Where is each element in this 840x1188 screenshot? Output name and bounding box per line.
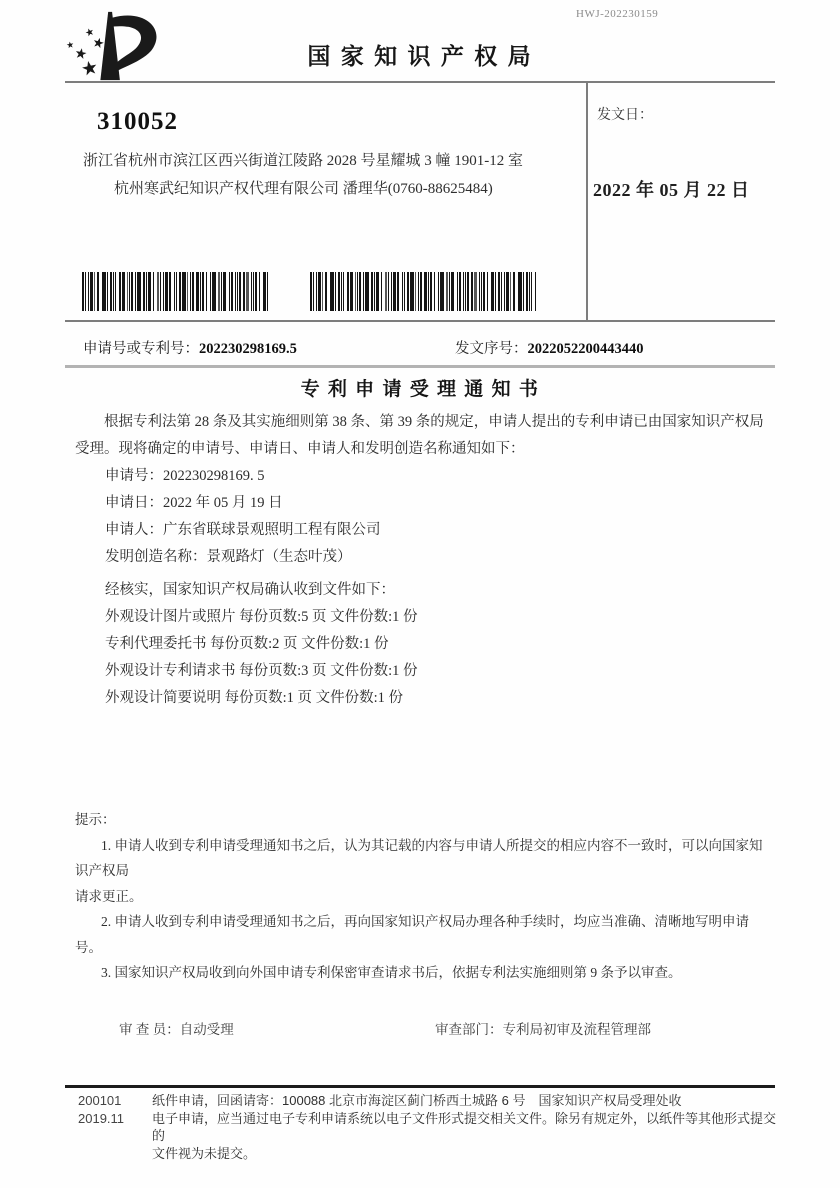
- examiner-label: 审 查 员：: [119, 1022, 180, 1037]
- serial-number-label: 发文序号：: [455, 341, 528, 357]
- examiner-field: [119, 1018, 234, 1038]
- tip-item: 2. 申请人收到专利申请受理通知书之后，再向国家知识产权局办理各种手续时，均应当准确、清晰地写明申请号。: [75, 914, 749, 955]
- barcode-image: [82, 272, 269, 311]
- application-number-value: 202230298169.5: [199, 341, 297, 357]
- notice-body: [75, 409, 765, 712]
- agency-title: 国 家 知 识 产 权 局: [307, 43, 533, 69]
- issue-date-value: 2022 年 05 月 22 日: [593, 180, 750, 200]
- footer-form-codes: [78, 1092, 142, 1127]
- footer-paper-note: 纸件申请，回函请寄：100088 北京市海淀区蓟门桥西土城路 6 号 国家知识产权局受理处收: [152, 1093, 682, 1108]
- postal-code: 310052: [97, 108, 178, 135]
- intro-line: 受理。现将确定的申请号、申请日、申请人和发明创造名称通知如下：: [75, 441, 525, 457]
- field-application-number: 申请号：202230298169. 5: [105, 468, 265, 484]
- department-label: 审查部门：: [435, 1022, 503, 1037]
- tips-label: 提示：: [75, 812, 116, 827]
- footer-notes: [152, 1092, 777, 1162]
- examiner-value: 自动受理: [179, 1022, 234, 1037]
- barcode-image: [310, 272, 536, 311]
- tip-item-continuation: 请求更正。: [75, 888, 143, 904]
- issue-date-label: 发文日：: [597, 108, 653, 123]
- recipient-address: 浙江省杭州市滨江区西兴街道江陵路 2028 号星耀城 3 幢 1901-12 室: [83, 153, 523, 169]
- form-code: 200101: [78, 1093, 122, 1108]
- serial-number-value: 2022052200443440: [527, 341, 644, 357]
- recipient-agency: 杭州寒武纪知识产权代理有限公司 潘理华(0760-88625484): [114, 181, 493, 197]
- received-doc-item: 专利代理委托书 每份页数:2 页 文件份数:1 份: [105, 636, 389, 652]
- reference-code: HWJ-202230159: [576, 8, 659, 20]
- footer-efiling-note: 电子申请，应当通过电子专利申请系统以电子文件形式提交相关文件。除另有规定外，以纸件等其他形式提交的: [152, 1110, 777, 1143]
- barcode-divider: [65, 320, 775, 322]
- confirm-line: 经核实，国家知识产权局确认收到文件如下：: [105, 582, 395, 598]
- notice-title: 专 利 申 请 受 理 通 知 书: [300, 379, 540, 400]
- footer-divider: [65, 1085, 775, 1088]
- numbers-row: [83, 337, 775, 358]
- tip-item: 3. 国家知识产权局收到向外国申请专利保密审查请求书后，依据专利法实施细则第 9 条予以审查。: [101, 965, 682, 980]
- field-invention-name: 发明创造名称：景观路灯（生态叶茂）: [105, 549, 352, 565]
- application-number-label: 申请号或专利号：: [83, 341, 199, 357]
- numbers-divider: [65, 365, 775, 368]
- received-doc-item: 外观设计简要说明 每份页数:1 页 文件份数:1 份: [105, 690, 404, 706]
- serial-group: [455, 337, 644, 358]
- footer-efiling-note-continuation: 文件视为未提交。: [152, 1145, 257, 1161]
- form-revision: 2019.11: [78, 1110, 125, 1126]
- sign-row: [75, 1018, 767, 1040]
- tips-section: [75, 807, 767, 986]
- department-value: 专利局初审及流程管理部: [502, 1022, 651, 1037]
- field-applicant: 申请人：广东省联球景观照明工程有限公司: [105, 522, 381, 538]
- header-divider: [65, 81, 775, 83]
- intro-line: 根据专利法第 28 条及其实施细则第 38 条、第 39 条的规定，申请人提出的专利申请已由国家知识产权局: [104, 414, 764, 430]
- vertical-divider: [586, 81, 588, 322]
- received-doc-item: 外观设计图片或照片 每份页数:5 页 文件份数:1 份: [105, 609, 418, 625]
- field-application-date: 申请日：2022 年 05 月 19 日: [105, 495, 283, 511]
- department-field: [435, 1018, 651, 1038]
- received-doc-item: 外观设计专利请求书 每份页数:3 页 文件份数:1 份: [105, 663, 418, 679]
- tip-item: 1. 申请人收到专利申请受理通知书之后，认为其记载的内容与申请人所提交的相应内容不一致时，可以向国家知识产权局: [75, 837, 763, 878]
